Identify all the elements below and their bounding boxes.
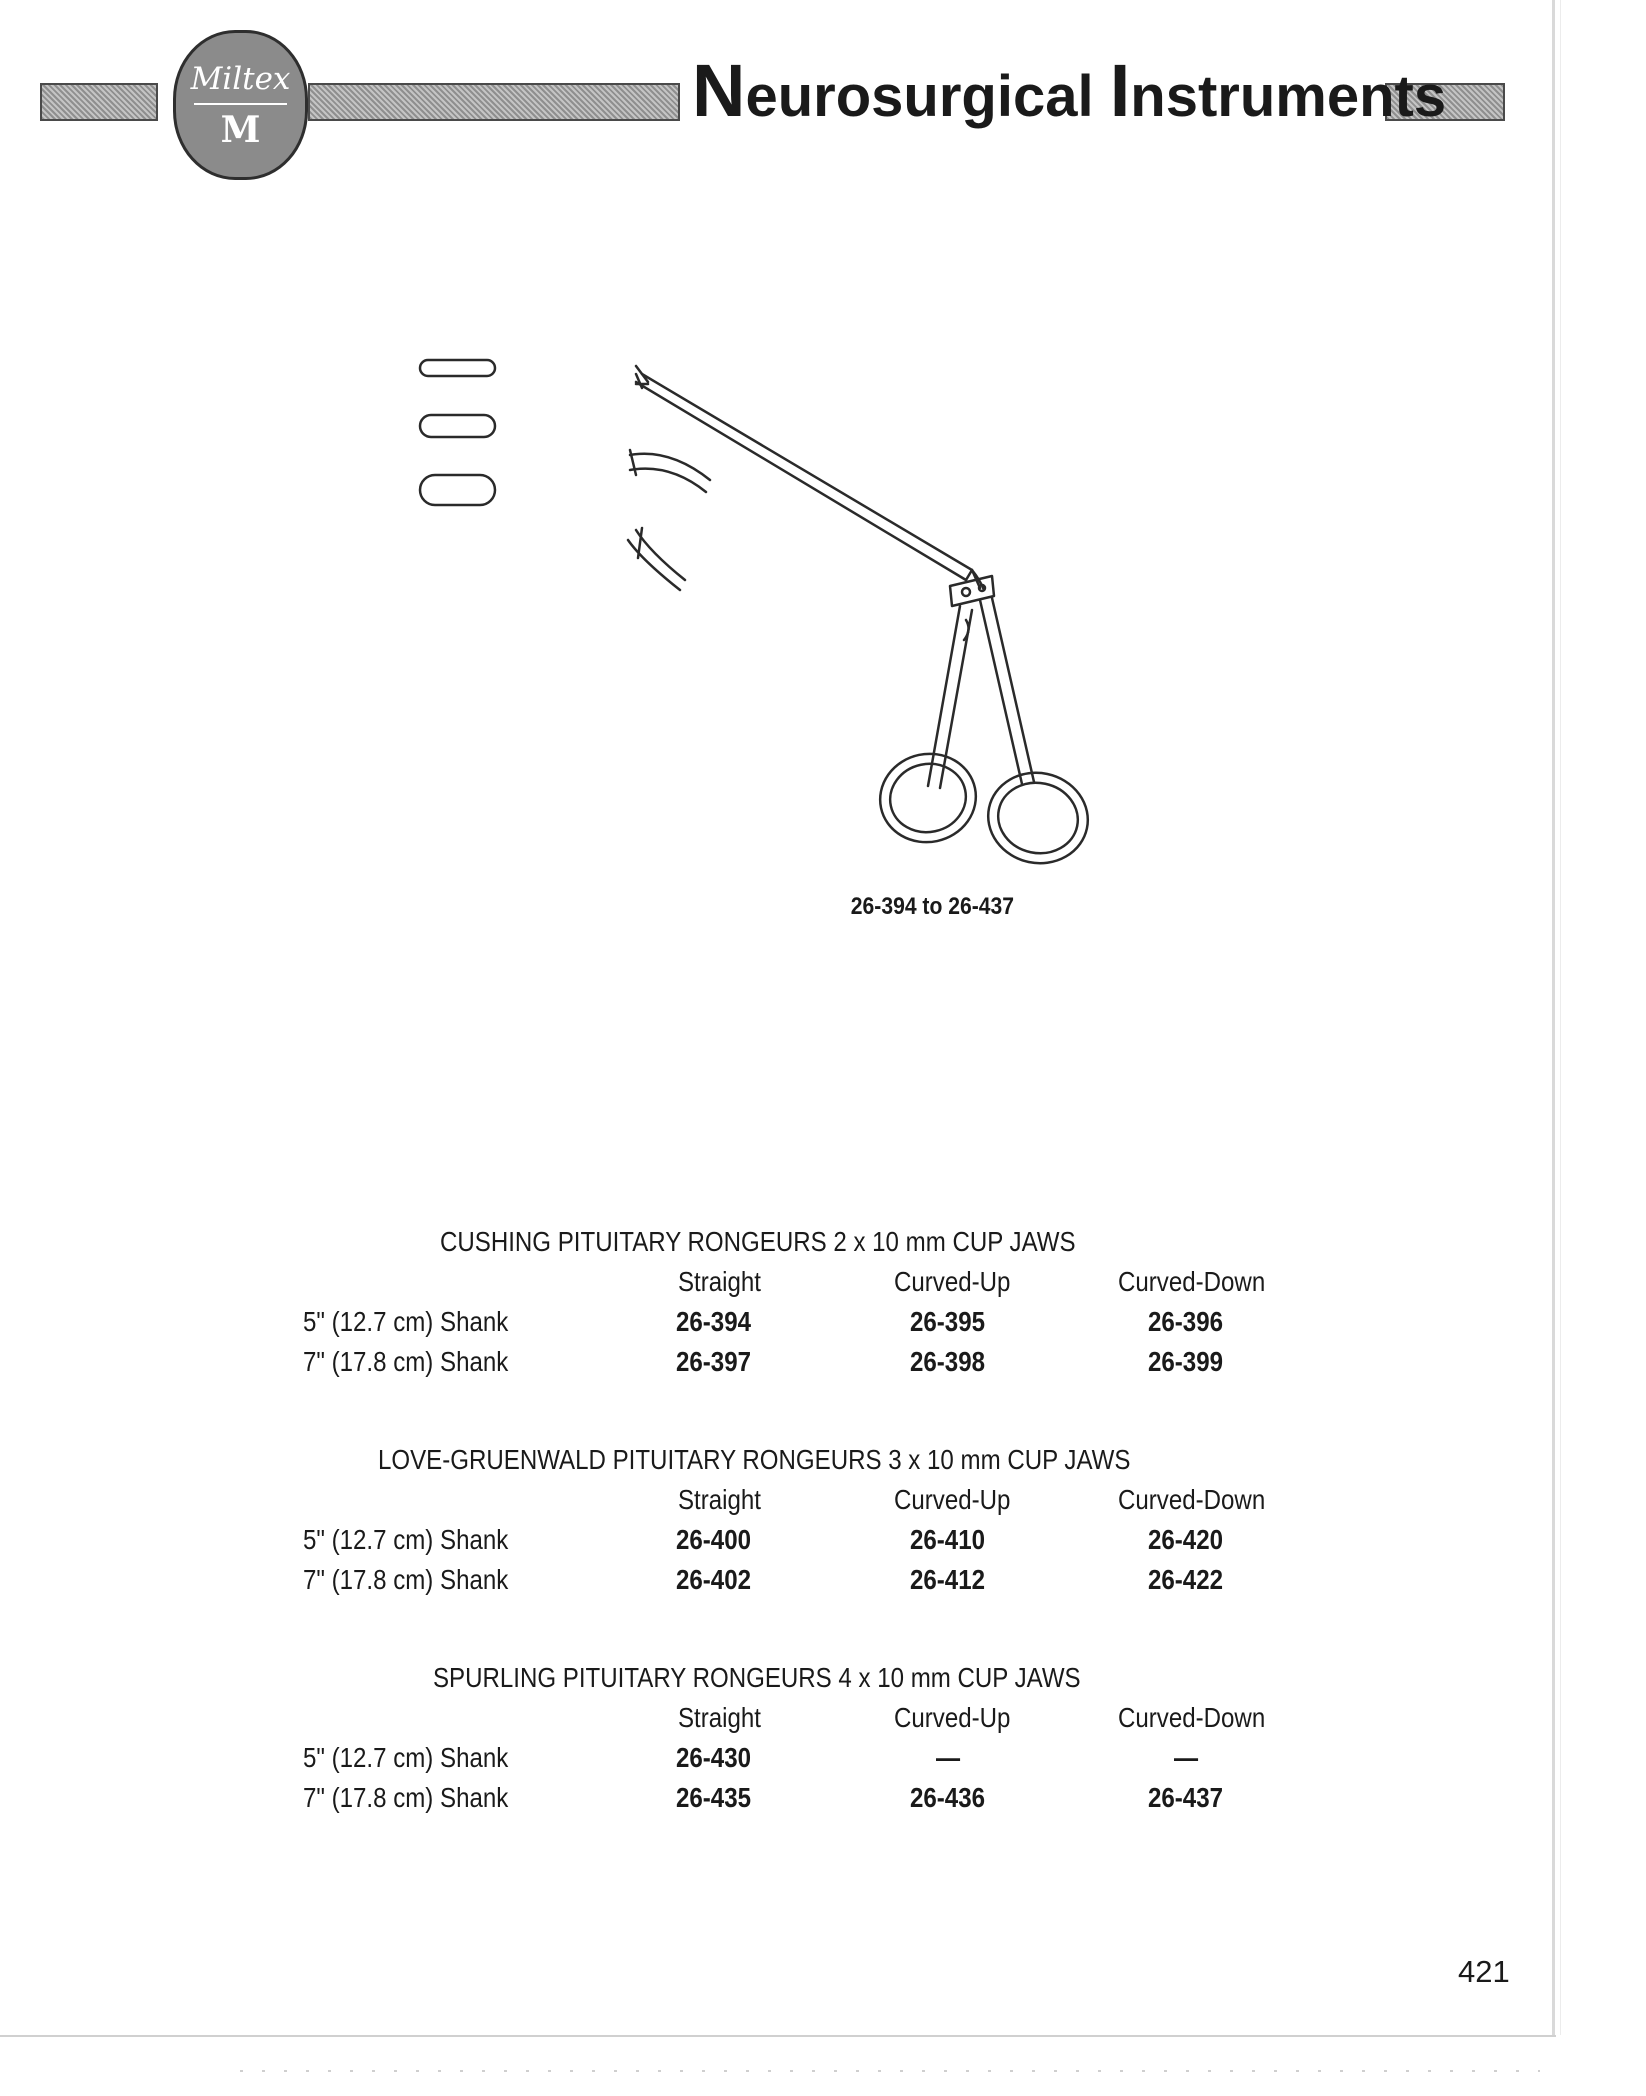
row-label: 5" (12.7 cm) Shank	[303, 1742, 509, 1773]
catalog-number: 26-398	[910, 1346, 985, 1377]
section-title: CUSHING PITUITARY RONGEURS 2 x 10 mm CUP JAWS	[440, 1226, 1076, 1257]
row-label: 5" (12.7 cm) Shank	[303, 1524, 509, 1555]
title-word-2: nstruments	[1130, 64, 1447, 129]
catalog-number: 26-399	[1148, 1346, 1223, 1377]
instrument-shaft	[636, 374, 984, 590]
page-edge-line	[1560, 0, 1561, 2035]
catalog-number: 26-402	[676, 1564, 751, 1595]
catalog-number-unavailable: —	[1174, 1742, 1199, 1773]
header-bar-middle	[308, 83, 680, 121]
page-edge	[1552, 0, 1555, 2035]
catalog-number: 26-410	[910, 1524, 985, 1555]
page-title	[692, 48, 1446, 133]
cup-jaw-3mm	[420, 415, 495, 437]
instrument-handles	[928, 598, 1034, 788]
section-title: SPURLING PITUITARY RONGEURS 4 x 10 mm CUP JAWS	[433, 1662, 1081, 1693]
rongeur-illustration	[380, 330, 1140, 890]
catalog-number: 26-420	[1148, 1524, 1223, 1555]
catalog-number: 26-436	[910, 1782, 985, 1813]
catalog-number: 26-400	[676, 1524, 751, 1555]
figure-caption: 26-394 to 26-437	[850, 893, 1014, 920]
brand-logo	[173, 30, 308, 180]
row-label: 7" (17.8 cm) Shank	[303, 1782, 509, 1813]
bottom-dots	[240, 2070, 1540, 2072]
column-header-curved-up: Curved-Up	[894, 1484, 1011, 1515]
column-header-curved-up: Curved-Up	[894, 1266, 1011, 1297]
column-header-curved-down: Curved-Down	[1118, 1266, 1266, 1297]
column-header-curved-up: Curved-Up	[894, 1702, 1011, 1733]
finger-ring-right-inner	[992, 775, 1085, 860]
title-initial-n: N	[692, 49, 746, 132]
section-title: LOVE-GRUENWALD PITUITARY RONGEURS 3 x 10 mm CUP JAWS	[378, 1444, 1131, 1475]
page-number: 421	[1458, 1954, 1510, 1989]
catalog-number: 26-422	[1148, 1564, 1223, 1595]
instrument-hinge	[950, 576, 994, 606]
row-label: 7" (17.8 cm) Shank	[303, 1346, 509, 1377]
logo-script: Miltex	[190, 61, 291, 97]
column-header-curved-down: Curved-Down	[1118, 1702, 1266, 1733]
column-header-curved-down: Curved-Down	[1118, 1484, 1266, 1515]
logo-divider	[194, 103, 287, 105]
catalog-number: 26-395	[910, 1306, 985, 1337]
finger-ring-left-inner	[884, 757, 972, 839]
cup-jaw-2mm	[420, 360, 495, 376]
catalog-number: 26-437	[1148, 1782, 1223, 1813]
cup-jaw-4mm	[420, 475, 495, 505]
tip-curved-up	[630, 450, 710, 492]
catalog-number: 26-430	[676, 1742, 751, 1773]
tip-curved-down	[628, 528, 685, 590]
catalog-number: 26-412	[910, 1564, 985, 1595]
header-bar-left	[40, 83, 158, 121]
title-initial-i: I	[1109, 49, 1131, 132]
logo-mark: M	[220, 109, 261, 151]
title-word-1: eurosurgical	[745, 64, 1094, 129]
row-label: 5" (12.7 cm) Shank	[303, 1306, 509, 1337]
column-header-straight: Straight	[678, 1266, 761, 1297]
column-header-straight: Straight	[678, 1702, 761, 1733]
catalog-number: 26-397	[676, 1346, 751, 1377]
catalog-number-unavailable: —	[936, 1742, 961, 1773]
catalog-number: 26-435	[676, 1782, 751, 1813]
row-label: 7" (17.8 cm) Shank	[303, 1564, 509, 1595]
catalog-number: 26-396	[1148, 1306, 1223, 1337]
catalog-number: 26-394	[676, 1306, 751, 1337]
finger-ring-left	[872, 745, 984, 851]
column-header-straight: Straight	[678, 1484, 761, 1515]
bottom-rule	[0, 2035, 1556, 2037]
